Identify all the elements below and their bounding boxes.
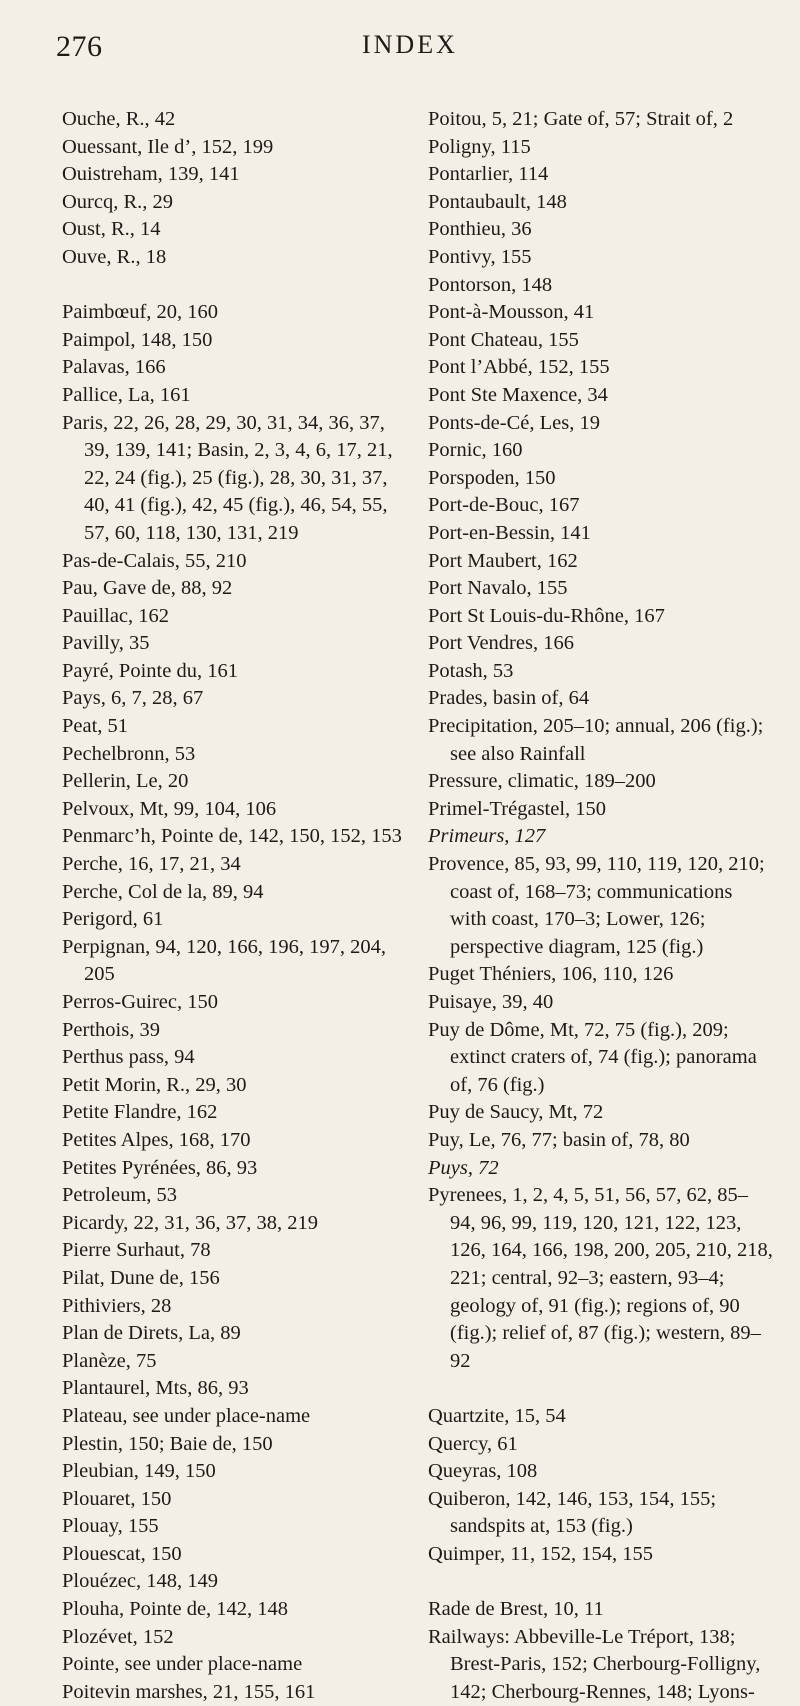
index-entry: Pallice, La, 161 xyxy=(62,383,191,406)
index-entry: Pontivy, 155 xyxy=(428,245,532,268)
index-entry: Plouay, 155 xyxy=(62,1515,159,1538)
index-entry: Pont-à-Mousson, 41 xyxy=(428,301,595,324)
index-entry: Poitou, 5, 21; Gate of, 57; Strait of, 2 xyxy=(428,108,734,130)
index-column-left xyxy=(62,106,402,1706)
index-entry: Puys, 72 xyxy=(428,1156,499,1179)
index-entry: Pressure, climatic, 189–200 xyxy=(428,770,656,793)
index-entry: Poitevin marshes, 21, 155, 161 xyxy=(62,1680,316,1703)
index-entry: Puy de Dôme, Mt, 72, 75 (fig.), 209; extinct craters of, 74 (fig.); panorama of, 76 (fig.) xyxy=(428,1018,757,1096)
index-entry: Paimpol, 148, 150 xyxy=(62,328,213,351)
index-entry: Pilat, Dune de, 156 xyxy=(62,1266,220,1289)
index-entry: Petit Morin, R., 29, 30 xyxy=(62,1073,247,1096)
index-entry: Payré, Pointe du, 161 xyxy=(62,659,238,682)
index-entry: Port-en-Bessin, 141 xyxy=(428,521,591,544)
index-entry: Ouessant, Ile d’, 152, 199 xyxy=(62,135,274,158)
index-entry: Paimbœuf, 20, 160 xyxy=(62,301,219,324)
index-entry: Pont l’Abbé, 152, 155 xyxy=(428,356,610,379)
index-entry: Pauillac, 162 xyxy=(62,604,170,627)
index-entry: Puy de Saucy, Mt, 72 xyxy=(428,1101,604,1124)
index-entry: Plantaurel, Mts, 86, 93 xyxy=(62,1377,249,1400)
index-entry: Quercy, 61 xyxy=(428,1432,518,1455)
index-entry: Ponthieu, 36 xyxy=(428,218,532,241)
index-column-right xyxy=(428,106,773,1706)
index-entry: Puget Théniers, 106, 110, 126 xyxy=(428,963,674,986)
index-entry: Plan de Direts, La, 89 xyxy=(62,1322,241,1345)
index-entry: Plouaret, 150 xyxy=(62,1487,172,1510)
index-entry: Pavilly, 35 xyxy=(62,632,150,655)
index-entry: Plateau, see under place-name xyxy=(62,1404,311,1427)
index-entry: Oust, R., 14 xyxy=(62,218,161,241)
index-entry: Port Vendres, 166 xyxy=(428,632,574,655)
index-entry: Perche, Col de la, 89, 94 xyxy=(62,880,264,903)
index-entry: Ourcq, R., 29 xyxy=(62,190,174,213)
index-entry: Precipitation, 205–10; annual, 206 (fig.); see also Rainfall xyxy=(428,715,764,765)
page-number: 276 xyxy=(56,30,103,63)
index-entry: Quiberon, 142, 146, 153, 154, 155; sandspits at, 153 (fig.) xyxy=(428,1487,717,1538)
index-entry: Perigord, 61 xyxy=(62,908,164,931)
index-entry: Pont Ste Maxence, 34 xyxy=(428,383,608,406)
index-entry: Ouistreham, 139, 141 xyxy=(62,163,240,186)
index-entry: Pontarlier, 114 xyxy=(428,163,549,186)
index-entry: Pornic, 160 xyxy=(428,439,523,462)
index-entry: Pyrenees, 1, 2, 4, 5, 51, 56, 57, 62, 85–94, 96, 99, 119, 120, 121, 122, 123, 126, 164, 166, 198, 200, 205, 210, 218, 221; central, 92–3; eastern, 93–4; geology of, 91 (fig.); regions of, 90 (fig.); relief of, 87 (fig.); western, 89–92 xyxy=(428,1184,773,1372)
index-entry: Petroleum, 53 xyxy=(62,1184,178,1207)
index-entry: Plestin, 150; Baie de, 150 xyxy=(62,1432,273,1455)
index-entry: Pointe, see under place-name xyxy=(62,1653,303,1676)
index-entry: Plouescat, 150 xyxy=(62,1542,182,1565)
index-entry: Puy, Le, 76, 77; basin of, 78, 80 xyxy=(428,1128,690,1151)
running-head: INDEX xyxy=(362,30,458,59)
index-entry: Planèze, 75 xyxy=(62,1349,157,1372)
index-entry: Primel-Trégastel, 150 xyxy=(428,797,607,820)
index-entry: Plouha, Pointe de, 142, 148 xyxy=(62,1598,289,1621)
index-entry: Pechelbronn, 53 xyxy=(62,742,196,765)
index-entry: Port St Louis-du-Rhône, 167 xyxy=(428,604,665,627)
index-entry: Perche, 16, 17, 21, 34 xyxy=(62,853,241,876)
index-entry: Port Maubert, 162 xyxy=(428,549,578,572)
index-entry: Puisaye, 39, 40 xyxy=(428,991,554,1013)
index-entry: Pontaubault, 148 xyxy=(428,190,567,213)
index-entry: Port Navalo, 155 xyxy=(428,577,568,600)
index-entry: Pau, Gave de, 88, 92 xyxy=(62,577,233,600)
section-gap xyxy=(428,1375,773,1403)
index-entry: Railways: Abbeville-Le Tréport, 138; Brest-Paris, 152; Cherbourg-Folligny, 142; Cherbourg-Rennes, 148; Lyons- xyxy=(428,1625,761,1703)
index-entry: Pas-de-Calais, 55, 210 xyxy=(62,549,247,572)
index-entry: Petites Alpes, 168, 170 xyxy=(62,1128,251,1151)
index-entry: Plouézec, 148, 149 xyxy=(62,1570,218,1593)
index-entry: Pithiviers, 28 xyxy=(62,1294,172,1317)
index-entry: Perthois, 39 xyxy=(62,1018,160,1041)
index-entry: Pelvoux, Mt, 99, 104, 106 xyxy=(62,797,277,820)
index-entry: Pont Chateau, 155 xyxy=(428,328,579,351)
index-entry: Palavas, 166 xyxy=(62,356,166,379)
index-entry: Potash, 53 xyxy=(428,659,514,682)
index-entry: Prades, basin of, 64 xyxy=(428,687,590,710)
index-entry: Porspoden, 150 xyxy=(428,466,556,489)
index-entry: Peat, 51 xyxy=(62,715,129,738)
index-entry: Poligny, 115 xyxy=(428,135,531,158)
page-header xyxy=(0,12,800,72)
index-entry: Penmarc’h, Pointe de, 142, 150, 152, 153 xyxy=(62,825,402,848)
index-entry: Pellerin, Le, 20 xyxy=(62,770,189,793)
index-entry: Perros-Guirec, 150 xyxy=(62,991,218,1013)
index-entry: Petites Pyrénées, 86, 93 xyxy=(62,1156,258,1179)
index-entry: Perthus pass, 94 xyxy=(62,1046,195,1069)
index-entry: Quartzite, 15, 54 xyxy=(428,1404,566,1427)
index-entry: Primeurs, 127 xyxy=(428,825,546,848)
section-gap xyxy=(428,1568,773,1596)
index-entry: Quimper, 11, 152, 154, 155 xyxy=(428,1542,654,1565)
index-entry: Ouve, R., 18 xyxy=(62,245,167,268)
index-entry: Pleubian, 149, 150 xyxy=(62,1460,216,1483)
index-entry: Ponts-de-Cé, Les, 19 xyxy=(428,411,600,434)
index-entry: Port-de-Bouc, 167 xyxy=(428,494,580,517)
index-entry: Queyras, 108 xyxy=(428,1460,538,1483)
index-entry: Perpignan, 94, 120, 166, 196, 197, 204, 205 xyxy=(62,935,386,986)
index-entry: Petite Flandre, 162 xyxy=(62,1101,218,1124)
index-entry: Ouche, R., 42 xyxy=(62,108,176,130)
section-gap xyxy=(62,272,402,300)
index-entry: Pays, 6, 7, 28, 67 xyxy=(62,687,204,710)
index-entry: Picardy, 22, 31, 36, 37, 38, 219 xyxy=(62,1211,319,1234)
index-entry: Pierre Surhaut, 78 xyxy=(62,1239,211,1262)
index-entry: Plozévet, 152 xyxy=(62,1625,174,1648)
index-entry: Rade de Brest, 10, 11 xyxy=(428,1598,604,1621)
index-entry: Provence, 85, 93, 99, 110, 119, 120, 210; coast of, 168–73; communications with coast, 170–3; Lower, 126; perspective diagram, 125 (fig.) xyxy=(428,853,765,958)
index-entry: Pontorson, 148 xyxy=(428,273,553,296)
index-entry: Paris, 22, 26, 28, 29, 30, 31, 34, 36, 37, 39, 139, 141; Basin, 2, 3, 4, 6, 17, 21, 22, 24 (fig.), 25 (fig.), 28, 30, 31, 37, 40, 41 (fig.), 42, 45 (fig.), 46, 54, 55, 57, 60, 118, 130, 131, 219 xyxy=(62,411,393,544)
